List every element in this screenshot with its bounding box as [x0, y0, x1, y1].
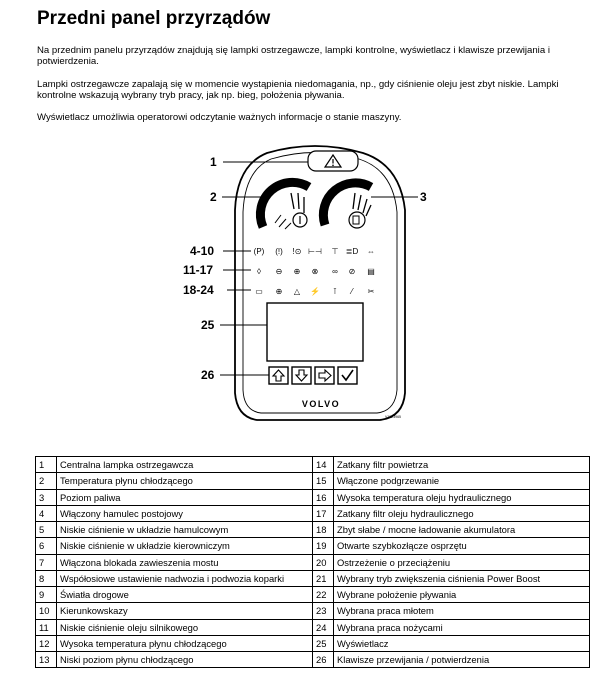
display-paragraph: Wyświetlacz umożliwia operatorowi odczytanie ważnych informacje o stanie maszyny. [37, 112, 402, 123]
legend-number: 23 [313, 603, 334, 619]
legend-row [36, 570, 590, 586]
legend-row [36, 554, 590, 570]
scroll-confirm-keys [269, 367, 357, 384]
legend-description: Wybrana praca nożycami [334, 619, 590, 635]
legend-description: Wysoka temperatura płynu chłodzącego [57, 635, 313, 651]
legend-description: Niskie ciśnienie oleju silnikowego [57, 619, 313, 635]
legend-row [36, 538, 590, 554]
figure-code: V1023965 [385, 415, 401, 419]
legend-description: Poziom paliwa [57, 489, 313, 505]
power-boost-icon: ⚡ [310, 287, 320, 296]
legend-number: 2 [36, 473, 57, 489]
legend-description: Wybrane położenie pływania [334, 587, 590, 603]
page-title: Przedni panel przyrządów [37, 8, 271, 29]
legend-row [36, 522, 590, 538]
legend-description: Niski poziom płynu chłodzącego [57, 652, 313, 668]
hydraulic-temp-icon: ⊘ [348, 267, 356, 276]
callout-1: 1 [210, 155, 217, 169]
legend-number: 17 [313, 505, 334, 521]
display-screen [267, 303, 363, 361]
legend-row [36, 652, 590, 668]
legend-row [36, 489, 590, 505]
legend-row [36, 457, 590, 473]
legend-description: Otwarte szybkozłącze osprzętu [334, 538, 590, 554]
legend-number: 12 [36, 635, 57, 651]
legend-number: 22 [313, 587, 334, 603]
callout-11-17: 11-17 [183, 263, 214, 277]
legend-description: Zbyt słabe / mocne ładowanie akumulatora [334, 522, 590, 538]
legend-number: 8 [36, 570, 57, 586]
legend-number: 14 [313, 457, 334, 473]
high-beam-icon: ≣D [345, 247, 359, 256]
hydraulic-filter-icon: ▤ [367, 267, 375, 276]
legend-number: 26 [313, 652, 334, 668]
float-position-icon: ⊺ [332, 287, 338, 296]
alignment-icon: ⊤ [331, 247, 339, 256]
overload-icon: △ [293, 287, 301, 296]
legend-description: Kierunkowskazy [57, 603, 313, 619]
oil-pressure-icon: ◊ [257, 267, 261, 276]
legend-number: 10 [36, 603, 57, 619]
legend-description: Włączony hamulec postojowy [57, 505, 313, 521]
legend-number: 19 [313, 538, 334, 554]
legend-description: Wysoka temperatura oleju hydraulicznego [334, 489, 590, 505]
coolant-temperature-gauge [260, 182, 309, 229]
legend-number: 11 [36, 619, 57, 635]
legend-description: Klawisze przewijania / potwierdzenia [334, 652, 590, 668]
hammer-icon: ⁄ [351, 287, 353, 296]
legend-row [36, 635, 590, 651]
legend-number: 6 [36, 538, 57, 554]
air-filter-icon: ⊗ [311, 267, 319, 276]
legend-description: Ostrzeżenie o przeciążeniu [334, 554, 590, 570]
legend-number: 9 [36, 587, 57, 603]
fuel-level-gauge [323, 183, 371, 228]
intro-paragraph: Na przednim panelu przyrządów znajdują się lampki ostrzegawcze, lampki kontrolne, wyświetlacz i klawisze przewijania i potwierdzenia. [37, 45, 550, 67]
legend-number: 16 [313, 489, 334, 505]
turn-signal-icon: ⇔ [367, 247, 375, 256]
quick-coupler-icon: ⊕ [275, 287, 283, 296]
coolant-level-icon: ⊕ [293, 267, 301, 276]
coolant-temp-icon: ⊖ [275, 267, 283, 276]
legend-description: Niskie ciśnienie w układzie kierowniczym [57, 538, 313, 554]
legend-number: 15 [313, 473, 334, 489]
callout-3: 3 [420, 190, 427, 204]
preheat-icon: ∞ [332, 267, 338, 276]
legend-description: Centralna lampka ostrzegawcza [57, 457, 313, 473]
legend-description: Wybrany tryb zwiększenia ciśnienia Power Boost [334, 570, 590, 586]
legend-description: Współosiowe ustawienie nadwozia i podwozia koparki [57, 570, 313, 586]
indicator-lamps-row-11-17 [257, 267, 375, 276]
fuel-pump-icon [353, 216, 359, 224]
legend-row [36, 603, 590, 619]
steering-pressure-icon: !⊙ [292, 247, 302, 256]
instrument-panel-figure [183, 135, 435, 430]
brake-pressure-icon: (!) [275, 247, 283, 256]
legend-description: Włączona blokada zawieszenia mostu [57, 554, 313, 570]
legend-row [36, 505, 590, 521]
legend-description: Temperatura płynu chłodzącego [57, 473, 313, 489]
axle-lock-icon: ⊢⊣ [308, 247, 322, 256]
legend-number: 13 [36, 652, 57, 668]
legend-number: 4 [36, 505, 57, 521]
brand-logo-text: VOLVO [301, 399, 341, 409]
indicator-lamps-row-4-10 [254, 247, 375, 256]
callout-26: 26 [201, 368, 215, 382]
legend-number: 7 [36, 554, 57, 570]
legend-description: Włączone podgrzewanie [334, 473, 590, 489]
central-warning-lamp [308, 151, 358, 171]
callout-25: 25 [201, 318, 215, 332]
legend-number: 18 [313, 522, 334, 538]
legend-description: Wybrana praca młotem [334, 603, 590, 619]
confirm-key [338, 367, 357, 384]
legend-description: Zatkany filtr powietrza [334, 457, 590, 473]
warning-lamps-paragraph: Lampki ostrzegawcze zapalają się w momencie wystąpienia niedomagania, np., gdy ciśnienie oleju jest zbyt niskie. Lampki kontrolne wskazują wybrany tryb pracy, jak np. bieg, położenia pływania. [37, 79, 559, 101]
indicator-lamps-row-18-24 [255, 286, 374, 296]
legend-number: 5 [36, 522, 57, 538]
legend-row [36, 587, 590, 603]
legend-number: 1 [36, 457, 57, 473]
legend-number: 25 [313, 635, 334, 651]
legend-number: 20 [313, 554, 334, 570]
callout-18-24: 18-24 [183, 283, 214, 297]
legend-number: 3 [36, 489, 57, 505]
legend-description: Niskie ciśnienie w układzie hamulcowym [57, 522, 313, 538]
legend-table [35, 456, 590, 668]
legend-description: Zatkany filtr oleju hydraulicznego [334, 505, 590, 521]
legend-description: Wyświetlacz [334, 635, 590, 651]
instrument-panel-drawing [183, 135, 435, 430]
shears-icon: ✂ [367, 287, 375, 296]
battery-icon: ▭ [255, 287, 263, 296]
legend-row [36, 473, 590, 489]
callout-4-10: 4-10 [190, 244, 215, 258]
legend-number: 21 [313, 570, 334, 586]
legend-description: Światła drogowe [57, 587, 313, 603]
legend-row [36, 619, 590, 635]
legend-number: 24 [313, 619, 334, 635]
callout-2: 2 [210, 190, 217, 204]
parking-brake-icon: (P) [253, 247, 265, 256]
